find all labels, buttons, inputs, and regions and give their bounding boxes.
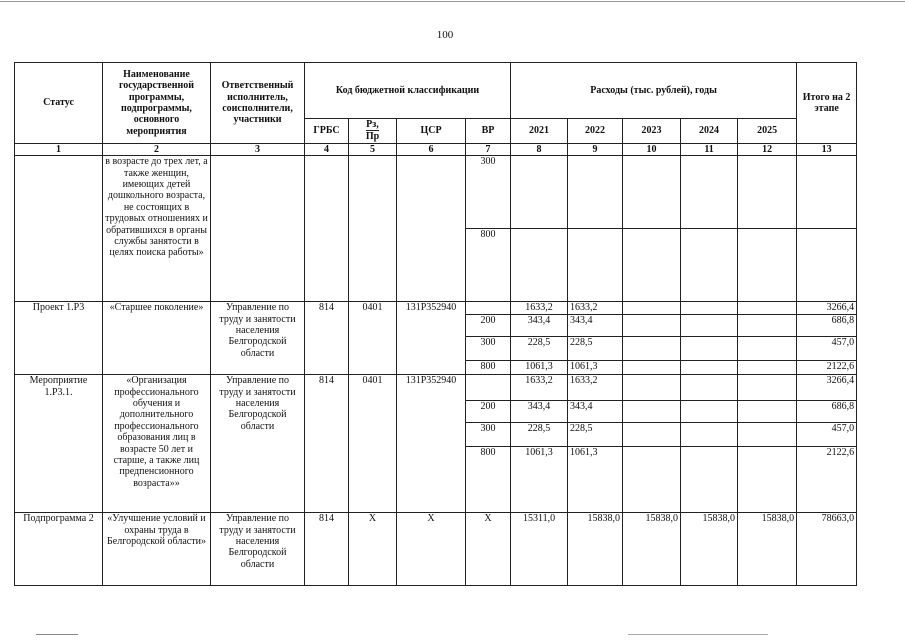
col-number: 10 [623, 143, 681, 155]
amount-2022: 228,5 [568, 423, 623, 447]
subprogram-grbs: 814 [305, 513, 349, 586]
amount-2022: 228,5 [568, 337, 623, 361]
amount-2021: 1633,2 [511, 302, 568, 315]
amount-2021: 1633,2 [511, 375, 568, 401]
col-number: 12 [738, 143, 797, 155]
vr-cell: 300 [466, 337, 511, 361]
header-status: Статус [15, 63, 103, 144]
header-vr: ВР [466, 119, 511, 144]
amount-2021: 343,4 [511, 315, 568, 337]
header-year-2022: 2022 [568, 119, 623, 144]
col-number: 5 [349, 143, 397, 155]
vr-cell: 800 [466, 447, 511, 513]
measure-status: Мероприятие 1.Р3.1. [15, 375, 103, 513]
col-number: 6 [397, 143, 466, 155]
header-responsible: Ответственный исполнитель, соисполнители, участники [211, 63, 305, 144]
header-pr: Пр [365, 131, 380, 143]
amount-2022: 1061,3 [568, 447, 623, 513]
header-year-2024: 2024 [681, 119, 738, 144]
subprogram-vr: X [466, 513, 511, 586]
amount-2023: 15838,0 [623, 513, 681, 586]
measure-name: «Организация профессионального обучения и дополнительного профессионального образования лиц в возрасте 50 лет и старше, а также лиц предпенсионного возраста»» [103, 375, 211, 513]
table-row [15, 513, 857, 586]
header-csr: ЦСР [397, 119, 466, 144]
amount-total: 457,0 [797, 337, 857, 361]
subprogram-rzpr: X [349, 513, 397, 586]
bottom-rule-left [36, 634, 78, 635]
table-row [15, 375, 857, 401]
amount-2022: 1633,2 [568, 302, 623, 315]
col-number: 1 [15, 143, 103, 155]
cont-vr: 300 [466, 156, 511, 229]
project-csr: 131P352940 [397, 302, 466, 375]
col-number: 9 [568, 143, 623, 155]
header-total: Итого на 2 этапе [797, 63, 857, 144]
amount-total: 457,0 [797, 423, 857, 447]
amount-total: 3266,4 [797, 302, 857, 315]
header-expenses: Расходы (тыс. рублей), годы [511, 63, 797, 119]
cont-grbs [305, 156, 349, 302]
amount-total: 2122,6 [797, 361, 857, 375]
table-row [15, 302, 857, 315]
amount-total: 78663,0 [797, 513, 857, 586]
subprogram-csr: X [397, 513, 466, 586]
project-grbs: 814 [305, 302, 349, 375]
amount-2021: 228,5 [511, 423, 568, 447]
header-rz-pr [349, 119, 397, 144]
bottom-rule-right [628, 634, 768, 635]
amount-2022: 15838,0 [568, 513, 623, 586]
col-number: 2 [103, 143, 211, 155]
header-year-2025: 2025 [738, 119, 797, 144]
table-row [15, 156, 857, 229]
header-row [15, 63, 857, 119]
project-status: Проект 1.Р3 [15, 302, 103, 375]
vr-cell: 800 [466, 361, 511, 375]
cont-name: в возрасте до трех лет, а также женщин, имеющих детей дошкольного возраста, не состоящих в трудовых отношениях и обратившихся в органы службы занятости в целях поиска работы» [103, 156, 211, 302]
budget-table [14, 62, 857, 586]
measure-grbs: 814 [305, 375, 349, 513]
vr-cell [466, 375, 511, 401]
top-rule [0, 1, 905, 2]
column-number-row [15, 143, 857, 155]
col-number: 7 [466, 143, 511, 155]
cont-csr [397, 156, 466, 302]
col-number: 4 [305, 143, 349, 155]
amount-2022: 1061,3 [568, 361, 623, 375]
amount-total: 686,8 [797, 315, 857, 337]
amount-2021: 15311,0 [511, 513, 568, 586]
amount-total: 3266,4 [797, 375, 857, 401]
amount-2022: 1633,2 [568, 375, 623, 401]
cont-status [15, 156, 103, 302]
amount-2021: 1061,3 [511, 447, 568, 513]
page-number: 100 [436, 29, 454, 41]
amount-2024: 15838,0 [681, 513, 738, 586]
amount-total: 686,8 [797, 401, 857, 423]
amount-2021: 1061,3 [511, 361, 568, 375]
header-grbs: ГРБС [305, 119, 349, 144]
amount-total: 2122,6 [797, 447, 857, 513]
measure-csr: 131P352940 [397, 375, 466, 513]
cont-responsible [211, 156, 305, 302]
col-number: 13 [797, 143, 857, 155]
vr-cell: 200 [466, 315, 511, 337]
subprogram-name: «Улучшение условий и охраны труда в Белгородской области» [103, 513, 211, 586]
project-name: «Старшее поколение» [103, 302, 211, 375]
header-year-2021: 2021 [511, 119, 568, 144]
col-number: 3 [211, 143, 305, 155]
measure-rzpr: 0401 [349, 375, 397, 513]
header-year-2023: 2023 [623, 119, 681, 144]
amount-2021: 343,4 [511, 401, 568, 423]
amount-2025: 15838,0 [738, 513, 797, 586]
header-budget-code: Код бюджетной классификации [305, 63, 511, 119]
amount-2022: 343,4 [568, 315, 623, 337]
amount-2022: 343,4 [568, 401, 623, 423]
cont-vr: 800 [466, 229, 511, 302]
vr-cell: 200 [466, 401, 511, 423]
col-number: 8 [511, 143, 568, 155]
col-number: 11 [681, 143, 738, 155]
project-responsible: Управление по труду и занятости населения Белгородской области [211, 302, 305, 375]
project-rzpr: 0401 [349, 302, 397, 375]
cont-rzpr [349, 156, 397, 302]
amount-2021: 228,5 [511, 337, 568, 361]
subprogram-status: Подпрограмма 2 [15, 513, 103, 586]
subprogram-responsible: Управление по труду и занятости населения Белгородской области [211, 513, 305, 586]
vr-cell: 300 [466, 423, 511, 447]
header-rz: Рз, [366, 119, 379, 130]
measure-responsible: Управление по труду и занятости населения Белгородской области [211, 375, 305, 513]
header-name: Наименование государственной программы, подпрограммы, основного мероприятия [103, 63, 211, 144]
vr-cell [466, 302, 511, 315]
